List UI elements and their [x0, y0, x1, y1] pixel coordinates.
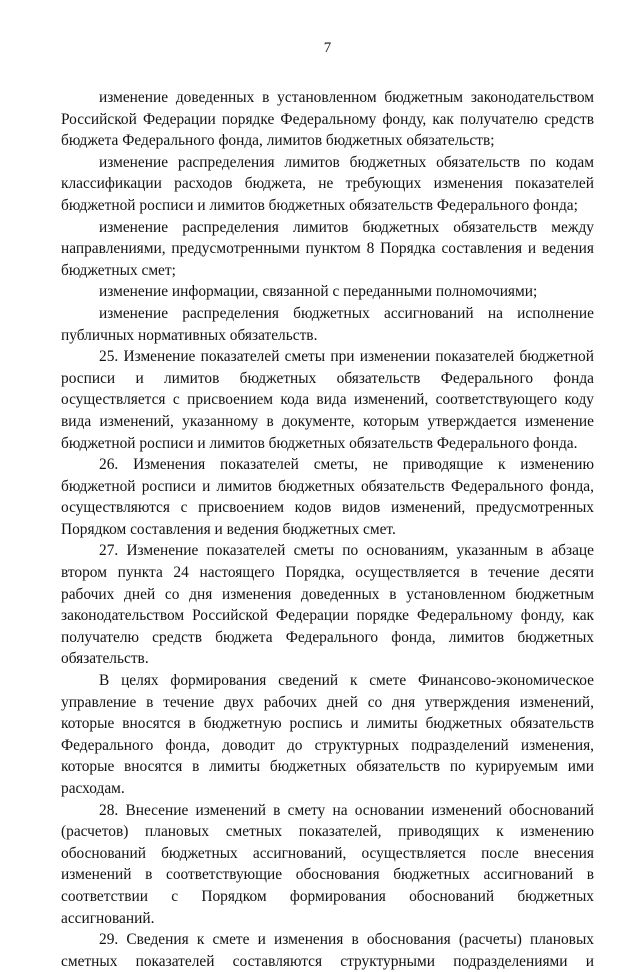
paragraph: изменение доведенных в установленном бюджетным законодательством Российской Федерации порядке Федеральному фонду, как получателю средств бюджета Федерального фонда, лимитов бюджетных обязательств;: [61, 89, 594, 150]
paragraph: В целях формирования сведений к смете Финансово-экономическое управление в течение двух рабочих дней со дня утверждения изменений, которые вносятся в бюджетную роспись и лимиты бюджетных обязательств Федерального фонда, доводит до структурных подразделений изменения, которые вносятся в лимиты бюджетных обязательств по курируемым ими расходам.: [61, 672, 594, 797]
paragraph: изменение распределения лимитов бюджетных обязательств между направлениями, предусмотренными пунктом 8 Порядка составления и ведения бюджетных смет;: [61, 218, 594, 279]
paragraph: изменение распределения лимитов бюджетных обязательств по кодам классификации расходов бюджета, не требующих изменения показателей бюджетной росписи и лимитов бюджетных обязательств Федерального фонда;: [61, 153, 594, 214]
paragraph: изменение распределения бюджетных ассигнований на исполнение публичных нормативных обязательств.: [61, 304, 594, 344]
paragraph-item-29: 29. Сведения к смете и изменения в обоснования (расчеты) плановых сметных показателей составляются структурными подразделениями и: [61, 931, 594, 970]
paragraph-item-27: 27. Изменение показателей сметы по основаниям, указанным в абзаце втором пункта 24 настоящего Порядка, осуществляется в течение десяти рабочих дней со дня изменения доведенных в установленном бюджетным законодательством Российской Федерации порядке Федеральному фонду, как получателю средств бюджета Федерального фонда, лимитов бюджетных обязательств.: [61, 542, 594, 668]
paragraph-item-28: 28. Внесение изменений в смету на основании изменений обоснований (расчетов) плановых сметных показателей, приводящих к изменению обоснований бюджетных ассигнований, осуществляется после внесения изменений в соответствующие обоснования бюджетных ассигнований в соответствии с Порядком формирования обоснований бюджетных ассигнований.: [61, 801, 594, 927]
paragraph-item-25: 25. Изменение показателей сметы при изменении показателей бюджетной росписи и лимитов бюджетных обязательств Федерального фонда осуществляется с присвоением кода вида изменений, соответствующего коду вида изменений, указанному в документе, которым утверждается изменение бюджетной росписи и лимитов бюджетных обязательств Федерального фонда.: [61, 348, 594, 452]
body-text: [61, 87, 594, 972]
paragraph: изменение информации, связанной с переданными полномочиями;: [99, 283, 538, 301]
paragraph-item-26: 26. Изменения показателей сметы, не приводящие к изменению бюджетной росписи и лимитов бюджетных обязательств Федерального фонда, осуществляются с присвоением кодов видов изменений, предусмотренных Порядком составления и ведения бюджетных смет.: [61, 456, 594, 538]
page-number: 7: [323, 40, 332, 56]
